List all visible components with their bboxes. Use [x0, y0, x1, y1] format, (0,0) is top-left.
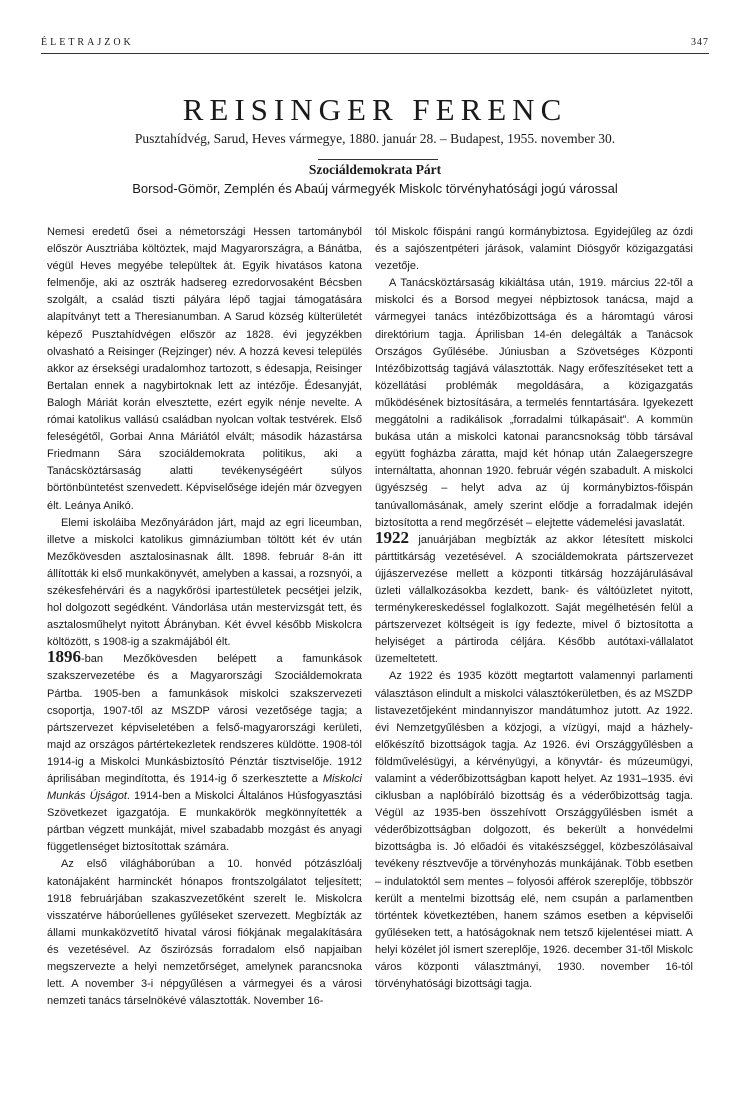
paragraph: Elemi iskoláiba Mezőnyárádon járt, majd az egri liceumban, illetve a miskolci katolikus gimnáziumban töltött két év után Mezőkövesden asztalosinasnak állt. 1898. február 8-án itt állították ki első munkakönyvét, amelyben a kassai, a rozsnyói, a székesfehérvári és a nagykőrösi ipartestületek pecsétjei jelzik, hol dolgozott segédként. Vándorlása után mestervizsgát tett, és asztalosműhelyt nyitott Ábrányban. Két évvel később Miskolcra költözött, s 1908-ig a szakmájából élt. — [47, 516, 362, 649]
year-marker: 1896 — [47, 647, 81, 667]
paragraph — [375, 527, 693, 669]
newspaper-title: Miskolci Munkás Újságot — [47, 773, 362, 803]
paragraph — [47, 647, 362, 856]
header-rule — [41, 53, 709, 54]
electoral-district: Borsod-Gömör, Zemplén és Abaúj vármegyék Miskolc törvényhatósági jogú várossal — [132, 181, 618, 196]
entry-name: REISINGER FERENC — [182, 92, 568, 127]
running-head — [41, 37, 709, 53]
right-column — [375, 224, 693, 993]
title-divider — [318, 159, 438, 160]
paragraph: A Tanácsköztársaság kikiáltása után, 1919. március 22-től a miskolci és a Borsod megyei népbiztosok tanácsa, majd a vármegyei tanács intézőbizottsága és a háromtagú városi direktórium tagja. Áprilisban 14-én delegálták a Tanácsok Országos Gyűlésébe. Júniusban a Szövetséges Központi Intézőbizottság tagjává választották. Nagy erőfeszítéseket tett a közellátási problémák megoldására, a közigazgatás működésének biztosítására, a termelés fenntartására. Igyekezett meggátolni a radikálisok „forradalmi túlkapásait”. A kommün bukása után a miskolci katonai parancsnokság több társával együtt fogházba záratta, majd két hónap után Zalaegerszegre internáltatta, ahonnan 1920. február végén szabadult. A miskolci ügyészség – helyt adva az új kormánybiztos-főispán tanúvallomásának, amely szerint elődje a forradalmak idején biztosította a rend megőrzését – elejtette vádemelési javaslatát. — [375, 277, 693, 529]
running-head-title: ÉLETRAJZOK — [41, 37, 134, 48]
paragraph-text: januárjában megbízták az akkor létesített miskolci párttitkárság vezetésével. A szociáldemokrata pártszervezet újjászervezése mellett a központi titkárság hozzájárulásával üzleti vállalkozásokba kezdett, bank- és váltóüzletet nyitott, terménykereskedéssel foglalkozott. Saját megélhetésén felül a pártszervezet költségeit is így fedezte, mivel ő biztosította a helyiséget a pártiroda céljára. Később autótaxi-vállalatot üzemeltetett. — [375, 533, 693, 666]
paragraph-text: . 1914-ben a Miskolci Általános Húsfogyasztási Szövetkezet igazgatója. E munkakörök megkönnyítették a pártban végzett munkáját, mivel szabadabb mozgást és anyagi függetlenséget biztosítottak számára. — [47, 790, 362, 854]
paragraph-text: -ban Mezőkövesden belépett a famunkások szakszervezetébe és a Magyarországi Szociáldemokrata Pártba. 1905-ben a famunkások miskolci szakszervezeti csoportja, 1907-től az MSZDP városi vezetősége tagja; a pártszervezet képviseletében a felső-magyarországi kerületi, majd az országos pártértekezletek rendszeres küldötte. 1908-tól 1914-ig a Miskolci Munkásbiztosító Pénztár tisztviselője. 1912 áprilisában megindította, és 1914-ig ő szerkesztette a — [47, 653, 362, 785]
year-marker: 1922 — [375, 527, 409, 547]
paragraph: Nemesi eredetű ősei a németországi Hessen tartományból először Ausztriába költöztek, majd Magyarországra, a Bánátba, végül Heves megyébe települtek át. Egyik hivatásos katona felmenője, aki az osztrák hadsereg ezredorvosaként Bécsben szolgált, a család tiszti pályára lépő tagjai támogatására alapítványt tett a Theresianumban. A Sarud község külterületét képező Pusztahídvégen először az 1828. évi jegyzékben olvasható a Reisinger (Rejzinger) név. A hozzá kevesi település akkor az érsekségi uradalomhoz tartozott, s édesapja, Reisinger Bertalan ennek a nagybirtoknak lett az intézője. Édesanyját, Balogh Máriát korán elvesztette, ezért egyik nénje nevelte. A római katolikus vallású családban nyolcan voltak testvérek. Első feleségétől, Gorbai Anna Máriától elvált; második házastársa Friedmann Sára szociáldemokrata politikus, aki a Tanácsköztársaság alatti tevékenységéért súlyos börtönbüntetést szenvedett. Képviselősége idején már özvegyen élt. Leánya Anikó. — [47, 226, 362, 512]
life-dates: Pusztahídvég, Sarud, Heves vármegye, 1880. január 28. – Budapest, 1955. november 30. — [134, 131, 616, 146]
paragraph: tól Miskolc főispáni rangú kormánybiztosa. Egyidejűleg az ózdi és a sajószentpéteri járások, valamint Diósgyőr közigazgatási vezetője. — [375, 226, 693, 273]
paragraph: Az 1922 és 1935 között megtartott valamennyi parlamenti választáson elindult a miskolci választókerületben, és az MSZDP listavezetőjeként mindannyiszor mandátumhoz jutott. Az 1922. évi Nemzetgyűlésben a közjogi, a vízügyi, majd a házhely-előkészítő bizottságok tagja. Az 1926. évi Országgyűlésben a földművelésügyi, a kérvényügyi, a könyvtár- és múzeumügyi, valamint a véderőbizottságban kapott helyet. Az 1931–1935. évi ciklusban a naplóbíráló bizottság és a véderőbizottság tagja. Végül az 1935-ben összehívott Országgyűlésben ismét a véderőbizottságban dolgozott, és bekerült a honvédelmi bizottságba is. Jó előadói és vitakészséggel, közbeszólásaival tevékeny résztvevője a törvényhozás munkájának. Több esetben – indulatoktól sem mentes – folyosói afférok szereplője, többször került a mentelmi bizottság elé, nem csupán a parlamentben történtek következtében, hanem számos esetben a képviselői gyűléseken tett, a hatóságoknak nem tetsző kijelentései miatt. A helyi közélet jól ismert szereplője, 1926. december 31-től Miskolc város központi választmányi, 1930. november 16-tól törvényhatósági bizottsági tagja. — [375, 670, 693, 991]
party-name: Szociáldemokrata Párt — [308, 162, 442, 177]
paragraph: Az első világháborúban a 10. honvéd pótzászlóalj katonájaként harminckét hónapos frontszolgálatot teljesített; 1918 februárjában szakaszvezetőként szerelt le. Miskolcra visszatérve háborúellenes gyűléseket szervezett. Megbízták az állami munkaközvetítő hivatal városi fiókjának megalakítására és vezetésével. Az őszirózsás forradalom első napjaiban megszervezte a helyi nemzetőrséget, amelynek parancsnoka lett. A november 3-i népgyűlésen a vármegyei és a városi nemzeti tanács társelnökévé választották. November 16- — [47, 858, 362, 1008]
left-column — [47, 224, 362, 1010]
page-number: 347 — [691, 37, 709, 48]
